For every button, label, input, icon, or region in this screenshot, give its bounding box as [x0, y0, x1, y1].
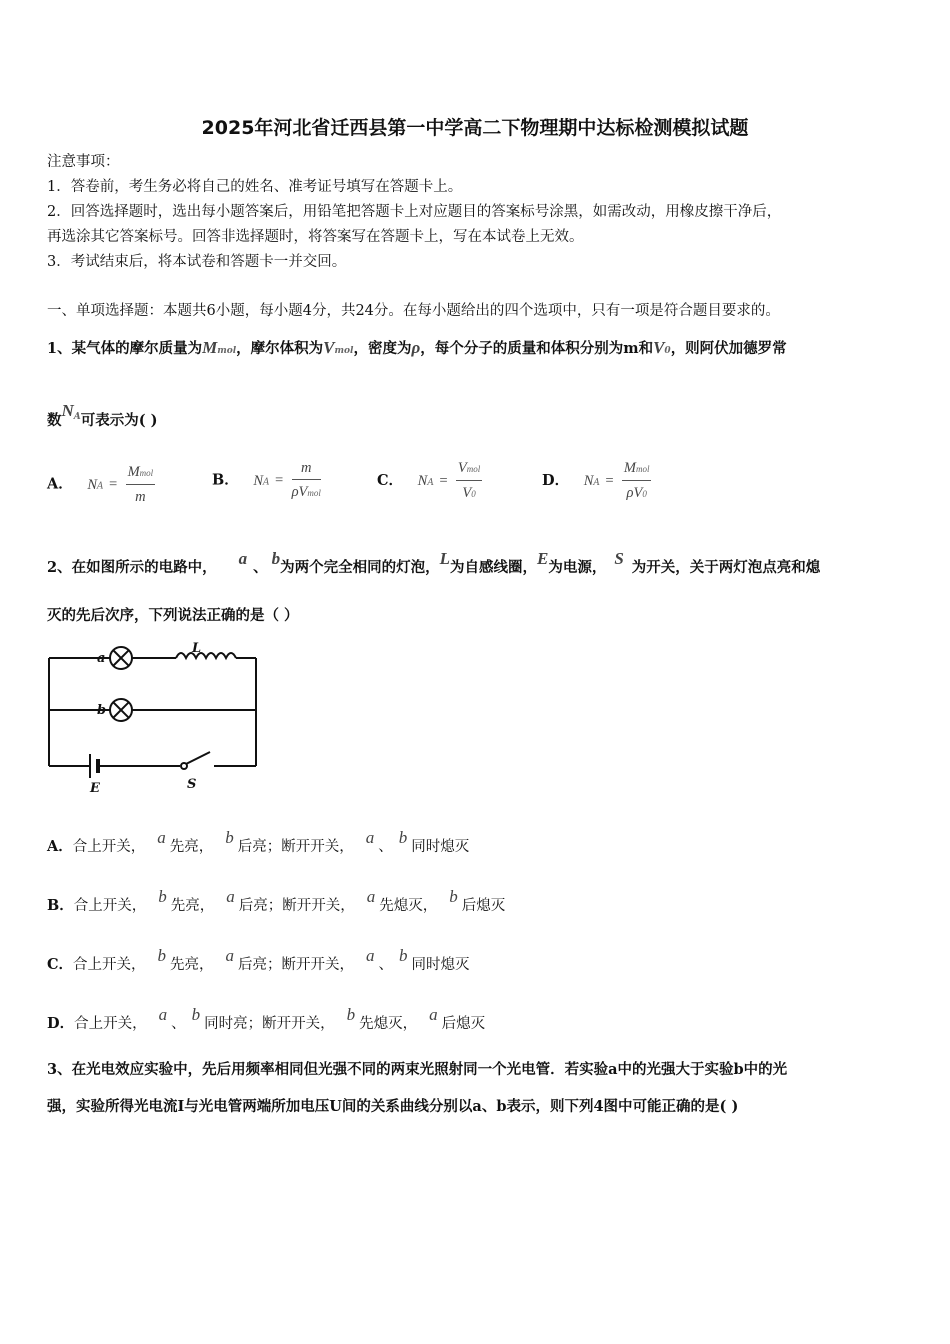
q2-text: 2、在如图所示的电路中， a 、 b为两个完全相同的灯泡，L为自感线圈，E为电源， S 为开关，关于两灯泡点亮和熄: [47, 549, 821, 576]
q2-option-b[interactable]: B．合上开关， b 先亮， a 后亮；断开开关， a 先熄灭， b 后熄灭: [47, 887, 506, 914]
q1-text: 1、某气体的摩尔质量为Mmol，摩尔体积为Vmol，密度为ρ，每个分子的质量和体积分别为m和V0，则阿伏加德罗常: [47, 338, 787, 357]
q2-option-d[interactable]: D．合上开关， a 、 b 同时亮；断开开关， b 先熄灭， a 后熄灭: [47, 1005, 486, 1032]
q2-option-a[interactable]: A．合上开关， a 先亮， b 后亮；断开开关， a 、 b 同时熄灭: [47, 828, 470, 855]
switch-blade: [186, 752, 210, 764]
q3-text-cont: 强，实验所得光电流I与光电管两端所加电压U间的关系曲线分别以a、b表示，则下列4图中可能正确的是( ): [47, 1098, 739, 1115]
circuit-diagram: [44, 640, 269, 800]
q1-option-c[interactable]: C． NA = $\frac{\text{Vmol}}{V0}$: [377, 460, 481, 501]
notice-item: 2．回答选择题时，选出每小题答案后，用铅笔把答题卡上对应题目的答案标号涂黑，如需改动，用橡皮擦干净后，: [47, 204, 782, 220]
q1-option-b[interactable]: B． NA = $\frac{m}{\text{ρVmol}}$: [212, 460, 321, 500]
label-S: S: [187, 777, 197, 792]
label-L: L: [192, 641, 202, 656]
q3-text: 3、在光电效应实验中，先后用频率相同但光强不同的两束光照射同一个光电管．若实验a中的光强大于实验b中的光: [47, 1061, 788, 1078]
notice-item: 再选涂其它答案标号。回答非选择题时，将答案写在答题卡上，写在本试卷上无效。: [47, 229, 584, 245]
label-b: b: [97, 703, 107, 718]
inductor-coil: [176, 653, 236, 658]
section-heading: 一、单项选择题：本题共6小题，每小题4分，共24分。在每小题给出的四个选项中，只有一项是符合题目要求的。: [47, 303, 780, 319]
q1-option-d[interactable]: D． NA = $\frac{\text{Mmol}}{\rho V0}$: [542, 460, 650, 501]
notice-heading: 注意事项：: [47, 154, 120, 170]
label-a: a: [97, 651, 106, 666]
notice-item: 3．考试结束后，将本试卷和答题卡一并交回。: [47, 254, 347, 270]
q1-option-a[interactable]: A． NA = $\frac{\text{Mmol}}{m}$: [47, 464, 154, 505]
label-E: E: [90, 781, 100, 796]
q2-text-cont: 灭的先后次序，下列说法正确的是（ ）: [47, 607, 299, 624]
q1-text-cont: 数$N^A$可表示为( ): [47, 401, 158, 429]
notice-item: 1．答卷前，考生务必将自己的姓名、准考证号填写在答题卡上。: [47, 179, 463, 195]
q2-option-c[interactable]: C．合上开关， b 先亮， a 后亮；断开开关， a 、 b 同时熄灭: [47, 946, 470, 973]
page-title: 2025年河北省迁西县第一中学高二下物理期中达标检测模拟试题: [201, 117, 749, 139]
